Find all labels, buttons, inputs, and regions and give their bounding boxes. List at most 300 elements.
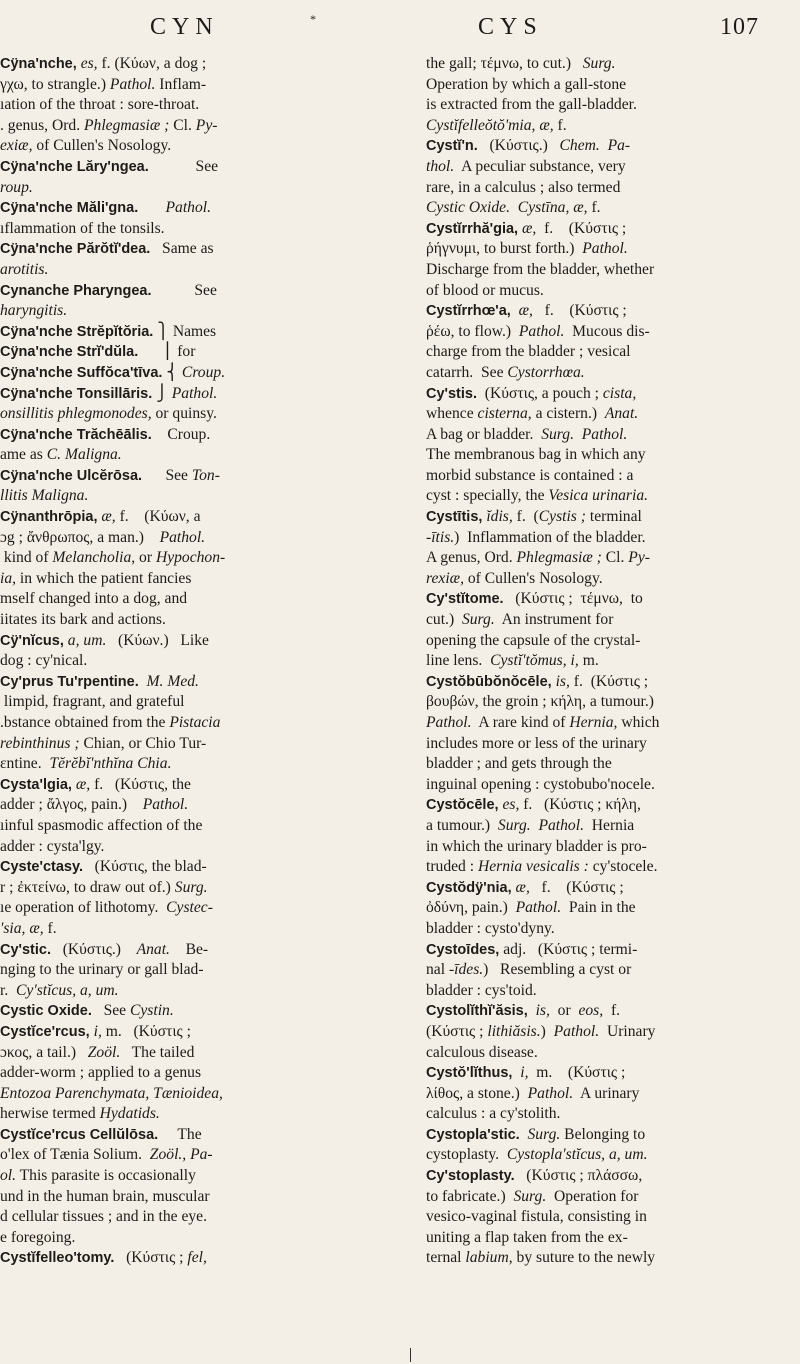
text-run: Belonging to (560, 1125, 646, 1143)
italic-text: Cystĭfelleŏtŏ'mia, æ, (426, 116, 554, 134)
text-run: Be- (169, 940, 209, 958)
text-run: Operation by which a gall-stone (426, 75, 627, 93)
text-run: .bstance obtained from the (0, 714, 170, 731)
text-line (426, 466, 788, 487)
text-line (0, 157, 380, 178)
headword: Cystŏbūbŏnŏcēle, (426, 673, 552, 690)
text-line (426, 1145, 788, 1166)
text-run: in which the urinary bladder is pro- (426, 837, 647, 855)
text-run: ὀδύνη, pain.) (426, 899, 516, 917)
text-line (0, 219, 380, 240)
text-line (0, 960, 380, 981)
text-line (426, 589, 788, 610)
italic-text: cisterna, (477, 405, 532, 423)
italic-text: -ītis. (426, 528, 455, 546)
text-line (426, 1063, 788, 1084)
headword: Cynanche Pharyngea. (0, 282, 152, 299)
italic-text: haryngitis. (0, 302, 68, 320)
headword: Cy'prus Tu'rpentine. (0, 673, 139, 690)
italic-text: Hernia, (569, 714, 618, 731)
text-run: Cl. (169, 116, 196, 134)
text-line (0, 486, 380, 507)
text-line (0, 816, 380, 837)
text-run: ) Resembling a cyst or (483, 961, 632, 979)
text-run: e foregoing. (0, 1228, 76, 1246)
text-line (426, 857, 788, 878)
italic-text: Cystic Oxide. Cystīna, æ, (426, 199, 588, 217)
text-run: Urinary (599, 1022, 656, 1040)
text-line (0, 734, 380, 755)
text-run: of Cullen's Nosology. (32, 137, 172, 155)
text-line (0, 795, 380, 816)
text-run: This parasite is occasionally (16, 1167, 196, 1185)
text-run: γχω, to strangle.) (0, 75, 110, 93)
text-run: calculous disease. (426, 1043, 538, 1061)
text-run: (Κύστις, a pouch ; (477, 384, 603, 402)
italic-text: Pathol. (553, 1022, 600, 1040)
text-run: uniting a flap taken from the ex- (426, 1228, 628, 1246)
italic-text: Zoöl., Pa- (149, 1146, 213, 1164)
text-run: herwise termed (0, 1105, 100, 1123)
text-run: of Cullen's Nosology. (463, 569, 603, 587)
text-run: (Κύστις.) (477, 137, 560, 155)
headword: Cystĭfelleo'tomy. (0, 1250, 115, 1267)
text-run: f. ( (512, 508, 539, 526)
italic-text: Pathol. (518, 322, 565, 340)
text-run: f. (603, 1002, 621, 1020)
text-line (0, 95, 380, 116)
text-run: A urinary (573, 1084, 640, 1102)
text-run: Hernia (583, 816, 635, 834)
italic-text: labium, (465, 1249, 513, 1267)
text-run: m. (Κύστις ; (101, 1022, 191, 1040)
italic-text: Anat. (604, 405, 639, 423)
italic-text: is, (555, 672, 570, 690)
text-line (426, 136, 788, 157)
text-line (0, 281, 380, 302)
headword: Cystītis, (426, 509, 483, 526)
text-run: A peculiar substance, very (454, 157, 626, 175)
text-line (0, 528, 380, 549)
italic-text: Surg. (461, 611, 495, 629)
italic-text: Pathol. (515, 899, 562, 917)
italic-text: Cystĭ'tŏmus, i, (490, 652, 579, 670)
italic-text: es, (502, 796, 520, 814)
italic-text: rebinthinus ; (0, 734, 80, 752)
header-left-guide-word: CYN (150, 14, 219, 40)
headword: Cystopla'stic. (426, 1126, 520, 1143)
text-line (426, 363, 788, 384)
italic-text: Entozoa Parenchymata, Tænioidea, (0, 1084, 223, 1102)
text-run: a cistern.) (531, 405, 605, 423)
text-line (0, 363, 380, 384)
text-run: f. (587, 199, 601, 217)
text-run: bladder ; and gets through the (426, 755, 612, 773)
text-line (0, 548, 380, 569)
text-run: which (617, 714, 660, 731)
text-run: f. (Κύων, a (115, 508, 201, 526)
text-run: und in the human brain, muscular (0, 1187, 210, 1205)
text-run: λίθος, a stone.) (426, 1084, 528, 1102)
italic-text: Surg. (582, 55, 616, 72)
text-run: ῥέω, to flow.) (426, 322, 519, 340)
text-run: Chian, or Chio Tur- (79, 734, 207, 752)
text-line (0, 1022, 380, 1043)
text-line (426, 95, 788, 116)
text-line (0, 75, 380, 96)
text-line (0, 1084, 380, 1105)
text-line (426, 528, 788, 549)
text-run: The (158, 1125, 202, 1143)
left-column (0, 54, 380, 1354)
text-line (426, 1228, 788, 1249)
italic-text: Ton- (191, 466, 220, 484)
headword: Cystŏdÿ'nia, (426, 879, 512, 896)
italic-text: Surg. (513, 1187, 547, 1205)
headword: Cy'stis. (426, 385, 477, 402)
text-run: ɔg ; ἄνθρωπος, a man.) (0, 528, 160, 546)
text-run: Croup. (151, 425, 211, 443)
running-header (0, 14, 800, 54)
italic-text: Pistacia (169, 714, 221, 731)
text-run: cy'stocele. (588, 858, 658, 876)
text-line (0, 342, 380, 363)
text-line (0, 919, 380, 940)
italic-text: Pathol. (527, 1084, 574, 1102)
column-divider (410, 1348, 411, 1362)
text-run: (Κύων.) Like (106, 631, 209, 649)
text-line (0, 384, 380, 405)
text-line (0, 322, 380, 343)
text-run: a tumour.) (426, 816, 498, 834)
text-run: mself changed into a dog, and (0, 590, 188, 608)
text-line (426, 445, 788, 466)
italic-text: i, (93, 1022, 102, 1040)
italic-text: æ, (522, 219, 537, 237)
text-run: f. (43, 919, 57, 937)
text-run: The tailed (120, 1043, 195, 1061)
text-line (426, 1187, 788, 1208)
text-run: ame as (0, 446, 47, 464)
headword: Cÿnanthrōpia, (0, 509, 98, 526)
text-line (0, 507, 380, 528)
text-run: ) (540, 1022, 554, 1040)
text-line (0, 425, 380, 446)
text-line (426, 878, 788, 899)
italic-text: es, (80, 55, 98, 72)
text-line (0, 260, 380, 281)
italic-text: llitis Maligna. (0, 487, 89, 505)
text-line (426, 1084, 788, 1105)
italic-text: æ, (518, 302, 533, 320)
text-line (426, 178, 788, 199)
text-line (0, 569, 380, 590)
headword: Cystic Oxide. (0, 1003, 92, 1020)
text-run: d cellular tissues ; and in the eye. (0, 1208, 207, 1226)
text-run (511, 302, 519, 319)
text-run: See (151, 281, 217, 299)
headword: Cÿna'nche Strĕpĭtŏria. (0, 323, 154, 340)
text-line (426, 301, 788, 322)
text-run: ) Inflammation of the bladder. (454, 528, 646, 546)
text-line (426, 322, 788, 343)
text-run: is extracted from the gall-bladder. (426, 96, 637, 114)
text-run: f. (Κύστις ; (569, 672, 649, 690)
text-run: truded : (426, 858, 478, 876)
headword: Cystĭce'rcus, (0, 1023, 90, 1040)
text-run: Mucous dis- (564, 322, 650, 340)
text-run: (Κύστις ; (426, 1022, 488, 1040)
text-run: Same as (150, 240, 214, 258)
text-line (0, 692, 380, 713)
text-run: kind of (0, 549, 53, 567)
text-run: Operation for (546, 1187, 639, 1205)
headword: Cy'stĭtome. (426, 591, 504, 608)
text-run: by suture to the newly (512, 1249, 656, 1267)
text-line (426, 631, 788, 652)
text-run: (Κύστις.) (51, 940, 137, 958)
text-line (0, 1145, 380, 1166)
italic-text: Cystis ; (538, 508, 586, 526)
text-line (426, 281, 788, 302)
text-line (0, 1228, 380, 1249)
text-run: in which the patient fancies (16, 569, 192, 587)
text-line (426, 569, 788, 590)
text-line (0, 1001, 380, 1022)
italic-text: i, (520, 1064, 529, 1082)
text-run: or (135, 549, 156, 567)
text-line (426, 157, 788, 178)
text-run: vesico-vaginal fistula, consisting in (426, 1208, 647, 1226)
headword: Cyste'ctasy. (0, 859, 83, 876)
italic-text: Croup. (181, 363, 226, 381)
text-run: f. (Κύστις ; κήλη, (519, 796, 641, 814)
text-run: ıinful spasmodic affection of the (0, 816, 203, 834)
header-marker: * (310, 12, 322, 26)
headword: Cÿna'nche Lăry'ngea. (0, 158, 149, 175)
text-run: nal (426, 961, 449, 979)
text-run: adder-worm ; applied to a genus (0, 1064, 202, 1082)
text-line (0, 136, 380, 157)
italic-text: Pathol. (426, 714, 472, 731)
text-line (0, 713, 380, 734)
text-line (426, 816, 788, 837)
italic-text: 'sia, æ, (0, 919, 44, 937)
text-run: adj. (Κύστις ; termi- (499, 940, 638, 958)
text-line (0, 672, 380, 693)
text-run: ῥήγνυμι, to burst forth.) (426, 240, 583, 258)
italic-text: arotitis. (0, 260, 49, 278)
text-run: See (148, 157, 219, 175)
italic-text: Py- (628, 549, 650, 567)
text-line (426, 775, 788, 796)
text-line (426, 754, 788, 775)
text-line (426, 692, 788, 713)
italic-text: Cy'stĭcus, a, um. (16, 981, 119, 999)
text-line (0, 589, 380, 610)
italic-text: Hypochon- (155, 549, 226, 567)
italic-text: M. Med. (146, 672, 199, 690)
text-run (528, 1002, 536, 1019)
italic-text: Chem. Pa- (559, 137, 631, 155)
text-line (426, 1104, 788, 1125)
headword: Cystŏ'lĭthus, (426, 1065, 513, 1082)
text-line (0, 1166, 380, 1187)
text-run: ıflammation of the tonsils. (0, 219, 165, 237)
text-run: (Κύστις ; τέμνω, to (503, 590, 643, 608)
text-line (0, 857, 380, 878)
italic-text: Hernia vesicalis : (477, 858, 589, 876)
text-line (0, 631, 380, 652)
text-line (426, 713, 788, 734)
text-line (0, 198, 380, 219)
italic-text: Py- (195, 116, 218, 134)
text-line (426, 219, 788, 240)
italic-text: Cystorrhœa. (507, 363, 585, 381)
text-line (426, 795, 788, 816)
text-run: (Κύστις, the blad- (82, 858, 207, 876)
text-run: f. (553, 116, 567, 134)
italic-text: Pathol. (159, 528, 206, 546)
text-line (0, 754, 380, 775)
text-run: includes more or less of the urinary (426, 734, 647, 752)
text-run: ⎭ (152, 384, 172, 402)
text-line (426, 898, 788, 919)
italic-text: Zoöl. (87, 1043, 121, 1061)
headword: Cÿna'nche, (0, 56, 77, 72)
text-line (0, 404, 380, 425)
text-line (426, 651, 788, 672)
headword: Cÿna'nche Părŏtĭ'dea. (0, 241, 151, 258)
italic-text: æ, (515, 878, 530, 896)
text-run: A rare kind of (471, 714, 570, 731)
text-run: (Κύστις ; (114, 1249, 188, 1267)
text-run: f. (Κύστις, the (90, 775, 191, 793)
text-run: bladder : cysto'dyny. (426, 919, 555, 937)
text-line (426, 548, 788, 569)
text-run: of blood or mucus. (426, 281, 544, 299)
headword: Cystĭrrhœ'a, (426, 303, 511, 320)
text-run: f. (Κύστις ; (532, 302, 627, 320)
text-line (426, 1001, 788, 1022)
italic-text: ia, (0, 569, 17, 587)
italic-text: lithiăsis. (487, 1022, 541, 1040)
text-run: terminal (585, 508, 642, 526)
text-line (426, 1022, 788, 1043)
text-run: cut.) (426, 611, 462, 629)
text-run: ɛntine. (0, 755, 50, 773)
text-run: catarrh. See (426, 363, 508, 381)
text-run: ternal (426, 1249, 466, 1267)
text-line (426, 734, 788, 755)
text-run: line lens. (426, 652, 491, 670)
text-line (0, 1207, 380, 1228)
headword: Cystŏcēle, (426, 797, 499, 814)
italic-text: Pathol. (109, 75, 156, 93)
text-run: whence (426, 405, 478, 423)
text-line (426, 198, 788, 219)
text-run: An instrument for (494, 611, 614, 629)
text-line (0, 898, 380, 919)
text-run: rare, in a calculus ; also termed (426, 178, 621, 196)
text-line (426, 919, 788, 940)
text-line (426, 425, 788, 446)
text-run: adder ; ἄλγος, pain.) (0, 796, 143, 814)
text-run: r ; ἐκτείνω, to draw out of.) (0, 878, 175, 896)
text-line (0, 1063, 380, 1084)
italic-text: fel, (187, 1249, 207, 1267)
text-run: ıe operation of lithotomy. (0, 899, 167, 917)
text-run: m. (578, 652, 599, 670)
text-run: m. (Κύστις ; (528, 1064, 626, 1082)
text-line (426, 404, 788, 425)
text-run: r. (0, 981, 17, 999)
text-run: f. (Κύστις ; (536, 219, 627, 237)
italic-text: ol. (0, 1167, 17, 1185)
italic-text: thol. (426, 157, 455, 175)
text-run: inguinal opening : cystobubo'nocele. (426, 775, 655, 793)
text-run: cyst : specially, the (426, 487, 549, 505)
header-right-guide-word: CYS (478, 14, 543, 40)
text-line (0, 1187, 380, 1208)
text-run: cystoplasty. (426, 1146, 507, 1164)
text-line (426, 960, 788, 981)
text-run: iitates its bark and actions. (0, 611, 166, 629)
text-line (0, 178, 380, 199)
italic-text: Phlegmasiæ ; (516, 549, 602, 567)
text-run: or quinsy. (151, 405, 217, 423)
italic-text: Surg. (527, 1125, 561, 1143)
headword: Cystĭrrhă'gia, (426, 220, 519, 237)
text-run: o'lex of Tænia Solium. (0, 1146, 150, 1164)
text-run: to fabricate.) (426, 1187, 514, 1205)
text-line (426, 1248, 788, 1269)
text-run: ıation of the throat : sore-throat. (0, 96, 200, 114)
italic-text: Vesica urinaria. (548, 487, 649, 505)
headword: Cystolĭthĭ'ăsis, (426, 1003, 528, 1020)
text-line (0, 1125, 380, 1146)
text-line (426, 1043, 788, 1064)
italic-text: Phlegmasiæ ; (84, 116, 170, 134)
italic-text: onsillitis phlegmonodes, (0, 405, 152, 423)
headword: Cÿna'nche Măli'gna. (0, 200, 139, 217)
text-run: nging to the urinary or gall blad- (0, 961, 204, 979)
text-line (426, 116, 788, 137)
italic-text: æ, (101, 508, 116, 526)
text-line (426, 837, 788, 858)
text-run: See (91, 1002, 130, 1020)
text-run: limpid, fragrant, and grateful (0, 693, 185, 711)
italic-text: Pathol. (142, 796, 189, 814)
text-run: Cl. (601, 549, 629, 567)
text-run: . genus, Ord. (0, 116, 85, 134)
text-run: A genus, Ord. (426, 549, 517, 567)
italic-text: Cystec- (166, 899, 213, 917)
italic-text: C. Maligna. (46, 446, 122, 464)
text-line (426, 610, 788, 631)
text-line (0, 239, 380, 260)
text-line (426, 260, 788, 281)
text-run: or (549, 1002, 579, 1020)
text-line (0, 837, 380, 858)
text-run: f. (Κύων, a dog ; (97, 55, 207, 72)
text-run: ɔκος, a tail.) (0, 1043, 88, 1061)
text-line (0, 116, 380, 137)
italic-text: Anat. (136, 940, 170, 958)
headword: Cÿna'nche Trăchēālis. (0, 426, 152, 443)
italic-text: cista, (602, 384, 637, 402)
headword: Cÿna'nche Ulcĕrōsa. (0, 467, 143, 484)
